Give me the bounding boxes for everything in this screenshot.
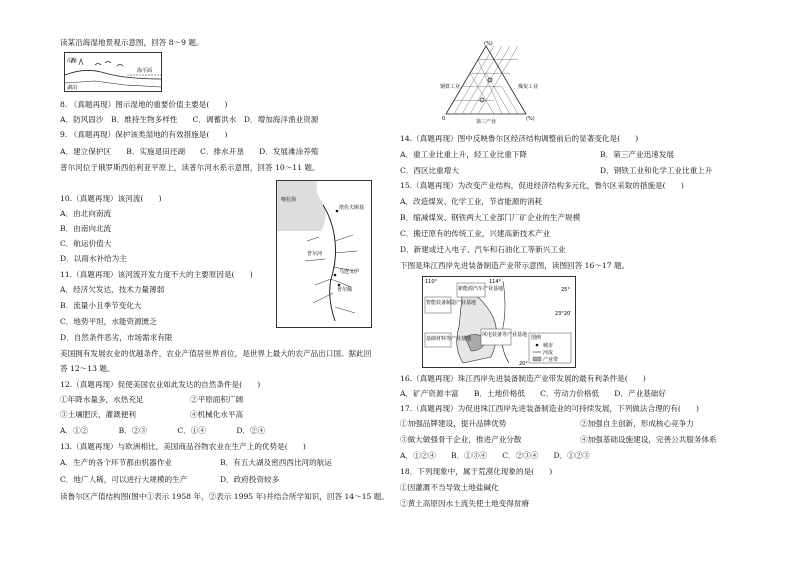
river-map-city2: 乌连戈伊 — [339, 269, 360, 275]
q17-item2: ②加强自主创新，形成核心竞争力 — [580, 419, 694, 428]
q13-option-b: B．有五大湖及密西西比河的航运 — [220, 458, 332, 467]
q18-stem: 18．下列现象中，属于荒漠化现象的是( ) — [400, 467, 553, 476]
river-map-city3: 普尔佩 — [337, 287, 353, 293]
q14-option-d: D．钢铁工业和化学工业比重上升 — [600, 166, 713, 175]
right-column — [400, 0, 780, 562]
q10-stem: 10.（真题再现）该河流( ) — [60, 194, 162, 203]
q14-stem: 14.（真题再现）图中反映鲁尔区经济结构调整前后的显著变化是( ) — [400, 134, 639, 143]
q9-stem: 9. （真题再现）保护该类湿地的有效措施是( ) — [60, 130, 228, 139]
q15-stem: 15.（真题再现）为改变产业结构，促进经济结构多元化，鲁尔区采取的措施是( ) — [400, 181, 684, 190]
river-map-sea: 喀拉海 — [281, 197, 297, 203]
prd-map-box2: 新能源汽车产业基地 — [458, 286, 504, 292]
q12-item4: ④机械化水平高 — [190, 410, 244, 419]
prd-map-lat1: 25° — [561, 287, 570, 293]
prd-map-box4: 基础材料等产业基地 — [426, 336, 472, 342]
q13-option-a: A．生产的各个环节都由机器作业 — [60, 458, 172, 467]
prd-map-legend1: 城市 — [543, 343, 554, 349]
prd-map-legend-title: 图例 — [531, 335, 542, 341]
ternary-top: (%) — [484, 41, 493, 47]
q18-item1: ①因灌溉不当导致土地盐碱化 — [400, 483, 499, 492]
q11-option-c: C．地势平坦，水能资源匮乏 — [60, 317, 157, 326]
ternary-axis-left: 钢铁工业 — [440, 84, 461, 90]
q11-option-b: B．流量小且季节变化大 — [60, 301, 142, 310]
wetland-label-a: 沼泽 — [67, 58, 78, 64]
q10-option-a: A．由北向南流 — [60, 209, 112, 218]
prd-map-legend2: 河流 — [543, 350, 554, 356]
ternary-corner-right: (%) — [526, 116, 535, 122]
q14-option-a: A．重工业比重上升，轻工业比重下降 — [400, 150, 527, 159]
prd-map-lon2: 114° — [489, 279, 502, 285]
q12-item1: ①年降水量多，水热充足 — [60, 395, 144, 404]
q8-options: A．防风固沙 B．维持生物多样性 C．调蓄洪水 D．增加海洋渔业资源 — [60, 115, 319, 124]
q10-option-b: B．由南向北流 — [60, 224, 112, 233]
ternary-figure — [436, 40, 539, 125]
q15-option-a: A．改造煤炭、化学工业，节省能源的消耗 — [400, 197, 543, 206]
q10-option-c: C．航运价值大 — [60, 239, 112, 248]
q12-item2: ②平原面积广阔 — [190, 395, 244, 404]
q17-item3: ③做大做强骨干企业，推进产业分散 — [400, 435, 522, 444]
q16-stem: 16.（真题再现）珠江西岸先进装备制造产业带发展的最有利条件是( ) — [400, 374, 646, 383]
q17-item4: ④加强基础设施建设，完善公共服务体系 — [580, 435, 717, 444]
wetland-figure — [64, 52, 162, 92]
q17-stem: 17.（真题再现）为促进珠江西岸先进装备制造业的可持续发展，下列做法合理的有( ) — [400, 404, 699, 413]
q8-stem: 8. （真题再现）图示湿地的重要价值主要是( ) — [60, 100, 228, 109]
intro-ruhr: 读鲁尔区产值结构图(图中①表示 1958 年，②表示 1995 年)并结合所学知识，回答 14～15 题。 — [60, 492, 389, 501]
q15-option-d: D．新建或迁入电子、汽车和石油化工等新兴工业 — [400, 245, 566, 254]
intro-prd: 下图是珠江西岸先进装备制造产业带示意图，读图回答 16～17 题。 — [400, 261, 630, 270]
q13-stem: 13.（真题再现）与欧洲相比，美国商品谷物农业在生产上的优势是( ) — [60, 442, 306, 451]
prd-map-lon1: 110° — [425, 279, 438, 285]
q12-stem: 12.（真题再现）促使美国农业如此发达的自然条件是( ) — [60, 380, 261, 389]
intro-river: 普尔河位于俄罗斯西伯利亚平原上，读普尔河水系示意图，回答 10～11 题。 — [60, 163, 320, 172]
q12-item3: ③土壤肥沃，灌溉便利 — [60, 410, 136, 419]
q17-options: A．①②④ B．①③④ C．②③④ D．①②③ — [400, 451, 591, 460]
q9-options: A．建立保护区 B．实施退田还湖 C．排水开垦 D．发展滩涂养殖 — [60, 147, 319, 156]
q18-item2: ②黄土高原因水土流失使土地变得贫瘠 — [400, 499, 530, 508]
q14-option-b: B．第三产业迅速发展 — [600, 150, 674, 159]
prd-map-lat2: 20° — [519, 361, 528, 367]
river-map-city1: 塔佐夫斯基 — [339, 205, 365, 211]
river-map-figure — [276, 180, 372, 328]
q11-stem: 11.（真题再现）该河流开发力度不大的主要原因是( ) — [60, 270, 253, 279]
q13-option-c: C．地广人稀，可以进行大规模的生产 — [60, 475, 188, 484]
prd-map-box5: 风电装备等产业基地 — [482, 332, 528, 338]
intro-us-line1: 美国拥有发展农业的优越条件，农业产值居世界首位，是世界上最大的农产品出口国。据此回 — [60, 349, 372, 358]
river-map-river: 普尔河 — [307, 251, 323, 257]
wetland-label-b: 海平面 — [137, 68, 153, 74]
q13-option-d: D．政府投资较多 — [220, 475, 280, 484]
q10-option-d: D．以雨水补给为主 — [60, 254, 127, 263]
intro-us-line2: 答 12～13 题。 — [60, 364, 115, 373]
ternary-axis-bottom: 第三产业 — [476, 119, 497, 125]
wetland-label-c: 湖泊 — [67, 85, 78, 91]
prd-map-box1: 智能装备制造产业基地 — [426, 300, 477, 306]
q16-options: A．矿产资源丰富 B．土地价格低 C．劳动力价格低 D．产业基础好 — [400, 389, 666, 398]
intro-wetland: 读某沿海湿地景观示意图，回答 8～9 题。 — [60, 38, 204, 47]
prd-map-lat3: 23°20′ — [555, 311, 572, 317]
q15-option-b: B．缩减煤炭、钢铁两大工业部门厂矿企业的生产规模 — [400, 213, 581, 222]
q15-option-c: C．搬迁原有的传统工业，兴建高新技术产业 — [400, 229, 551, 238]
left-column — [0, 0, 389, 562]
prd-map-legend3: 产业带 — [543, 357, 559, 363]
prd-map-figure — [422, 276, 576, 368]
q11-option-a: A．经济欠发达，技术力量薄弱 — [60, 285, 165, 294]
ternary-axis-right: 煤炭工业 — [518, 84, 539, 90]
q12-options: A．①② B．②③ C．①④ D．②④ — [60, 426, 266, 435]
q17-item1: ①加强品牌建设，提升品牌优势 — [400, 419, 507, 428]
ternary-corner-left: 0 — [442, 116, 446, 122]
q11-option-d: D．自然条件恶劣，市场需求有限 — [60, 333, 173, 342]
q14-option-c: C．西区比重增大 — [400, 166, 459, 175]
